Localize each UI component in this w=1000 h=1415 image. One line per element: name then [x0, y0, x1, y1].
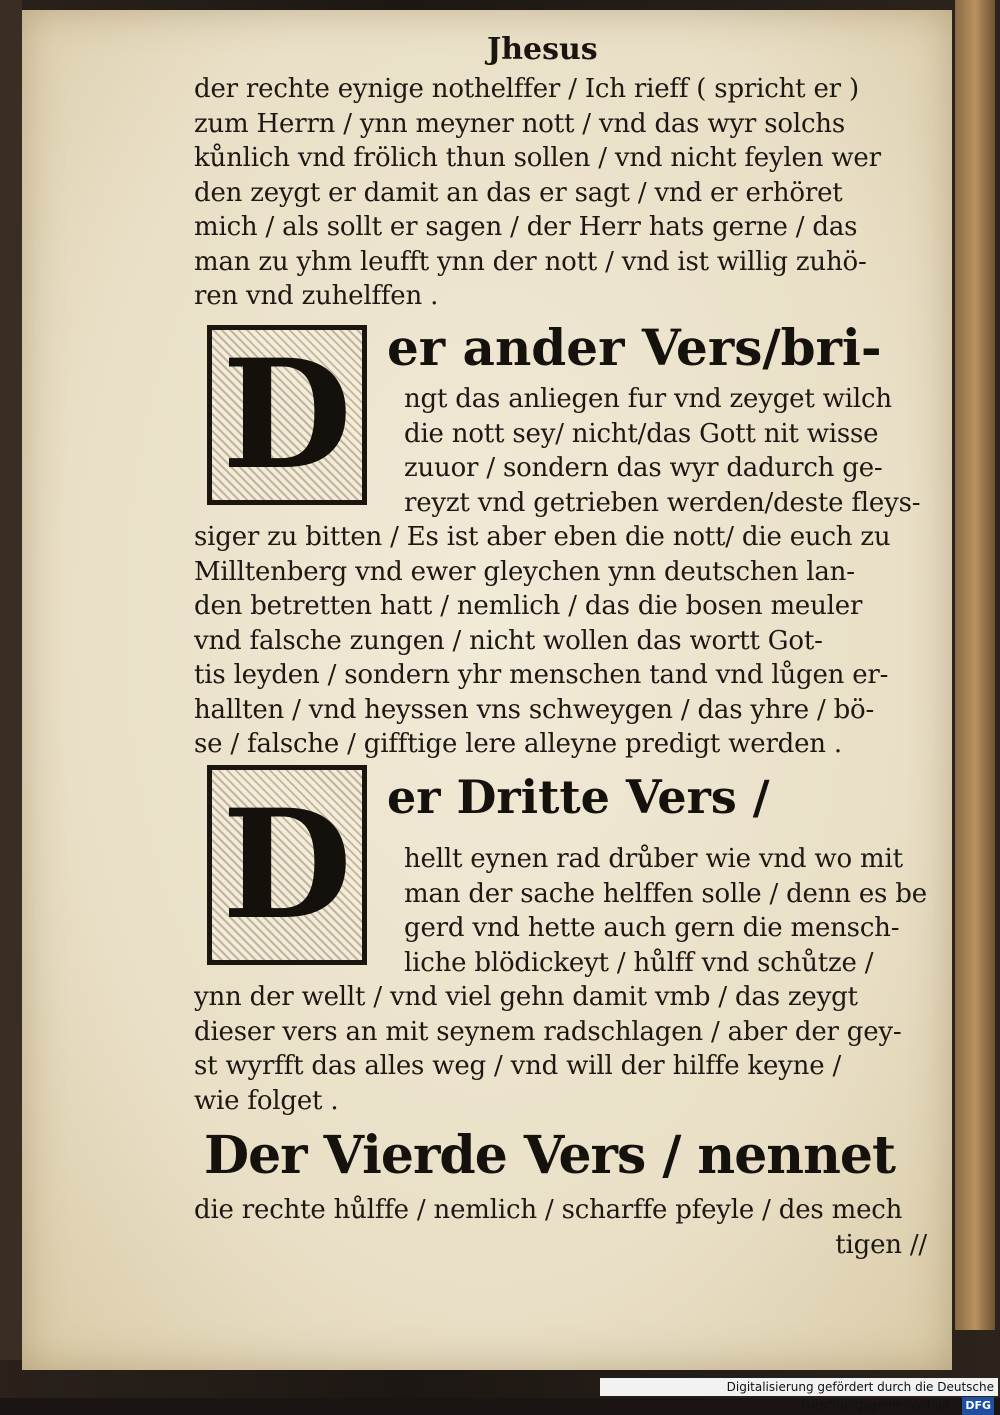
text-line: man zu yhm leufft ynn der nott / vnd ist willig zuhö-: [194, 246, 867, 277]
initial-letter: D: [221, 327, 353, 503]
text-line: liche blödickeyt / hůlff vnd schůtze /: [404, 947, 874, 978]
section-heading: Der Vierde Vers / nennet: [204, 1125, 896, 1186]
text-line: der rechte eynige nothelffer / Ich rieff ( spricht er ): [194, 74, 859, 104]
text-line: die nott sey/ nicht/das Gott nit wisse: [404, 418, 879, 449]
credit-text: Digitalisierung gefördert durch die Deutsche Forschungsgemeinschaft ·: [726, 1380, 994, 1412]
section-heading: er ander Vers/bri-: [387, 318, 882, 377]
text-line: zuuor / sondern das wyr dadurch ge-: [404, 453, 883, 483]
text-line: reyzt vnd getrieben werden/deste fleys-: [404, 487, 921, 518]
printed-page: [22, 10, 952, 1370]
text-line: hallten / vnd heyssen vns schweygen / das yhre / bö-: [194, 694, 875, 725]
initial-letter: D: [221, 777, 353, 953]
text-line: siger zu bitten / Es ist aber eben die nott/ die euch zu: [194, 522, 891, 552]
text-line: vnd falsche zungen / nicht wollen das wortt Got-: [194, 625, 823, 656]
binding-strip: [0, 0, 22, 1360]
text-line: st wyrfft das alles weg / vnd will der hilffe keyne /: [194, 1051, 842, 1081]
dfg-logo: DFG: [962, 1397, 994, 1415]
text-line: die rechte hůlffe / nemlich / scharffe pfeyle / des mech: [194, 1195, 903, 1225]
text-line: zum Herrn / ynn meyner nott / vnd das wyr solchs: [194, 108, 845, 139]
text-line: wie folget .: [194, 1085, 339, 1116]
text-line: ngt das anliegen fur vnd zeyget wilch: [404, 384, 892, 414]
text-line: mich / als sollt er sagen / der Herr hats gerne / das: [194, 212, 858, 242]
text-line: den betretten hatt / nemlich / das die bosen meuler: [194, 591, 863, 621]
running-head: Jhesus: [487, 32, 598, 67]
text-line: se / falsche / gifftige lere alleyne predigt werden .: [194, 729, 842, 759]
section-heading: er Dritte Vers /: [387, 770, 770, 824]
text-line: man der sache helffen solle / denn es be: [404, 878, 927, 909]
text-line: tis leyden / sondern yhr menschen tand vnd lůgen er-: [194, 660, 889, 690]
page-fore-edge: [955, 0, 995, 1330]
text-line: ynn der wellt / vnd viel gehn damit vmb / das zeygt: [194, 982, 858, 1012]
text-line: kůnlich vnd frölich thun sollen / vnd nicht feylen wer: [194, 143, 881, 173]
text-line: gerd vnd hette auch gern die mensch-: [404, 913, 900, 943]
text-line: tigen //: [835, 1229, 927, 1260]
section4-paragraph: [194, 1193, 939, 1262]
intro-paragraph: [194, 72, 939, 314]
digitization-credit: [600, 1378, 998, 1412]
text-line: Milltenberg vnd ewer gleychen ynn deutschen lan-: [194, 556, 855, 587]
text-line: hellt eynen rad drůber wie vnd wo mit: [404, 844, 903, 874]
text-line: ren vnd zuhelffen .: [194, 281, 439, 311]
section2-paragraph: [194, 382, 939, 762]
section3-paragraph: [194, 842, 939, 1118]
text-line: den zeygt er damit an das er sagt / vnd er erhöret: [194, 177, 843, 208]
text-line: dieser vers an mit seynem radschlagen / aber der gey-: [194, 1016, 902, 1047]
